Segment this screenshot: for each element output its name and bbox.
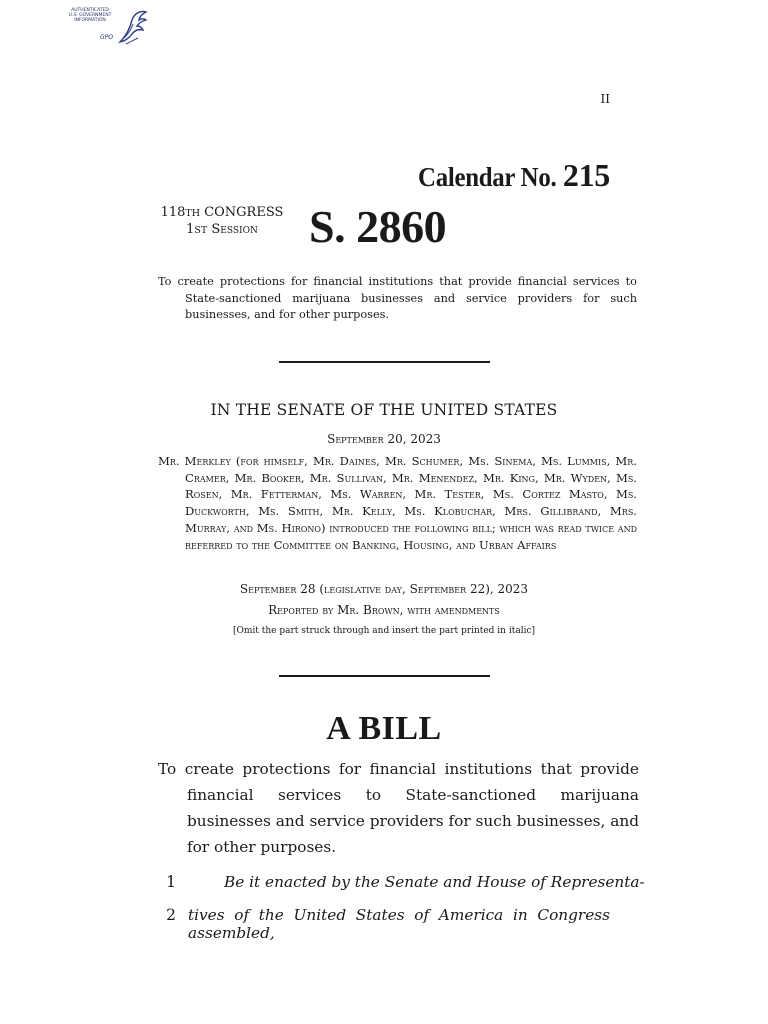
congress-session: [158, 205, 286, 239]
seal-line-2: U.S. GOVERNMENT: [68, 13, 112, 19]
divider-rule: [279, 675, 490, 677]
sponsors-paragraph: Mr. Merkley (for himself, Mr. Daines, Mr. Schumer, Ms. Sinema, Ms. Lummis, Mr. Cramer, Mr. Booker, Mr. Sullivan, Mr. Menendez, Mr. King, Mr. Wyden, Ms. Rosen, Mr. Fetterman, Ms. Warren, Mr. Tester, Ms. Cortez Masto, Ms. Duckworth, Ms. Smith, Mr. Kelly, Ms. Klobuchar, Mrs. Gillibrand, Mrs. Murray, and Ms. Hirono) introduced the following bill; which was read twice and referred to the Committee on Banking, Housing, and Urban Affairs: [158, 454, 637, 552]
short-title: To create protections for financial institutions that provide financial services to State-sanctioned marijuana businesses and service providers for such businesses, and for other purposes.: [158, 275, 637, 321]
enacting-clause-line: tives of the United States of America in Congress assembled,: [188, 906, 610, 942]
congress-suffix: TH: [185, 208, 201, 219]
bill-version-numeral: II: [600, 92, 610, 106]
seal-text: [60, 8, 120, 24]
session-word: Session: [211, 222, 258, 237]
session-number: 1: [186, 222, 195, 237]
eagle-icon: [116, 8, 148, 48]
calendar-label: Calendar No.: [417, 162, 557, 192]
senate-heading: IN THE SENATE OF THE UNITED STATES: [210, 401, 558, 419]
enacting-clause-line: Be it enacted by the Senate and House of Representa-: [224, 873, 645, 891]
congress-line: [158, 205, 286, 222]
date-introduced: September 20, 2023: [327, 432, 441, 446]
session-line: [158, 222, 286, 239]
seal-gpo: GPO: [100, 34, 113, 41]
calendar-number: [406, 157, 610, 194]
session-suffix: ST: [194, 225, 208, 236]
congress-number: 118: [160, 205, 186, 220]
calendar-value: 215: [562, 157, 610, 193]
line-number: 1: [166, 873, 176, 891]
seal-line-3: INFORMATION: [74, 18, 106, 24]
date-reported: September 28 (legislative day, September 22), 2023: [239, 582, 529, 596]
line-number: 2: [166, 906, 176, 924]
omit-note: [Omit the part struck through and insert the part printed in italic]: [232, 626, 536, 636]
seal-line-1: AUTHENTICATED: [71, 8, 109, 13]
reported-by: Reported by Mr. Brown, with amendments: [268, 603, 500, 617]
divider-rule: [279, 361, 490, 363]
bill-number: S. 2860: [309, 201, 447, 252]
bill-heading: A BILL: [326, 710, 442, 747]
congress-word: CONGRESS: [204, 205, 284, 220]
bill-purpose: To create protections for financial institutions that provide financial services to State-sanctioned marijuana businesses and service providers for such businesses, and for other purposes.: [158, 760, 639, 856]
gpo-seal: [60, 6, 150, 48]
